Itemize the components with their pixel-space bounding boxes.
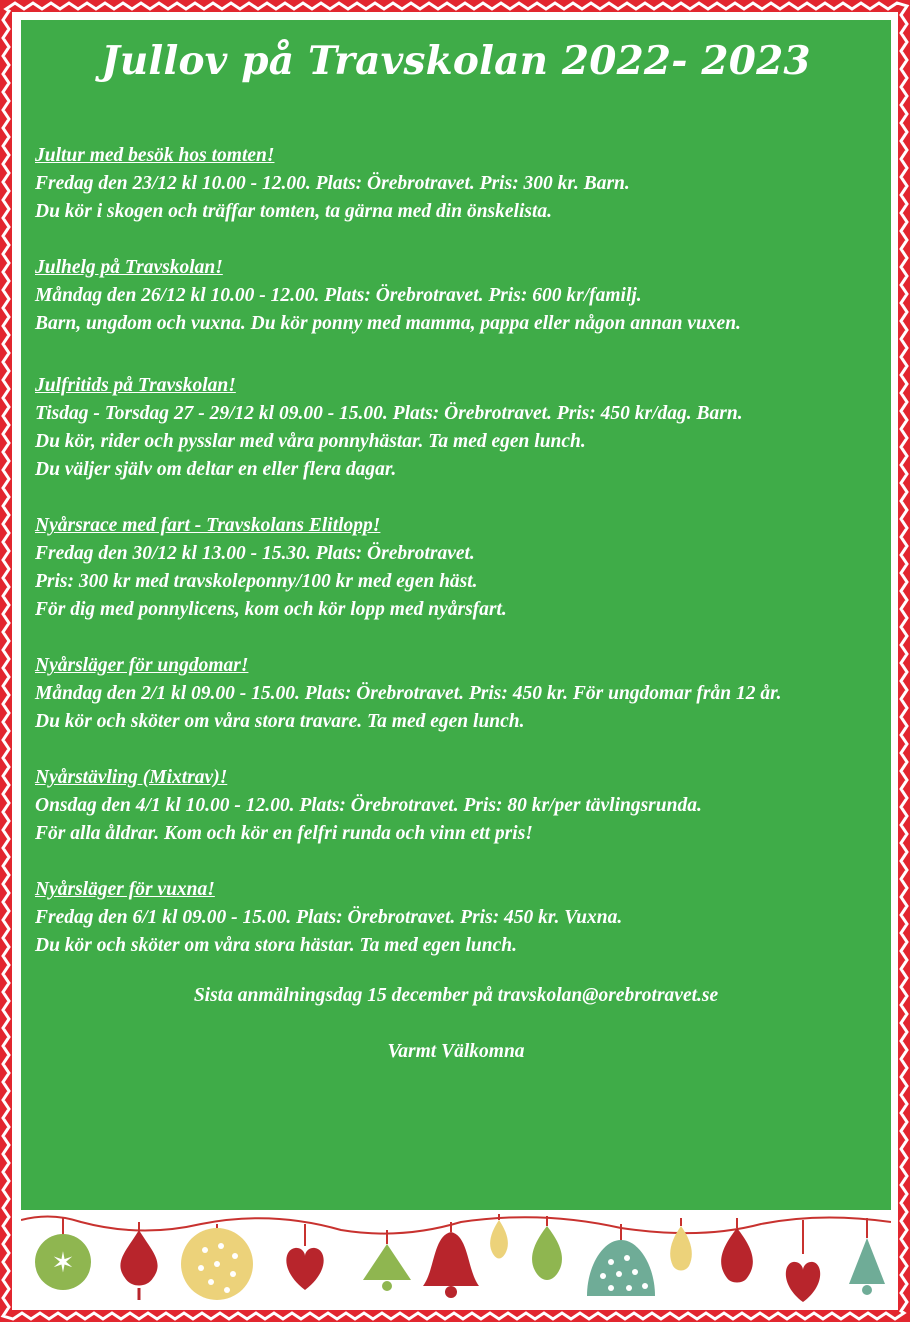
event-nyarslager-vuxna — [35, 876, 885, 960]
ornament-garland — [21, 1210, 891, 1305]
event-line: Du kör, rider och pysslar med våra ponnyhästar. Ta med egen lunch. — [35, 431, 586, 452]
svg-text:✶: ✶ — [51, 1246, 75, 1279]
event-line: Fredag den 6/1 kl 09.00 - 15.00. Plats: Örebrotravet. Pris: 450 kr. Vuxna. — [35, 907, 623, 928]
page-title: Jullov på Travskolan 2022- 2023 — [101, 38, 811, 84]
signup-deadline: Sista anmälningsdag 15 december på travskolan@orebrotravet.se — [193, 985, 719, 1006]
welcome-greeting: Varmt Välkomna — [387, 1041, 525, 1062]
dotted-teal-bauble-icon — [587, 1224, 655, 1296]
event-line: Barn, ungdom och vuxna. Du kör ponny med mamma, pappa eller någon annan vuxen. — [35, 313, 741, 334]
events-list — [35, 142, 885, 988]
event-nyarslager-ungdomar — [35, 652, 885, 736]
dotted-bauble-icon — [181, 1224, 253, 1300]
event-heading: Julhelg på Travskolan! — [35, 257, 223, 278]
event-line: Fredag den 23/12 kl 10.00 - 12.00. Plats: Örebrotravet. Pris: 300 kr. Barn. — [35, 173, 630, 194]
event-julfritids — [35, 372, 885, 484]
event-line: Fredag den 30/12 kl 13.00 - 15.30. Plats: Örebrotravet. — [35, 543, 475, 564]
event-nyarstavling — [35, 764, 885, 848]
event-jultur — [35, 142, 885, 226]
green-cone-ornament-icon — [363, 1230, 411, 1291]
event-line: Pris: 300 kr med travskoleponny/100 kr med egen häst. — [35, 571, 478, 592]
star-bauble-icon — [35, 1218, 91, 1290]
event-line: Måndag den 26/12 kl 10.00 - 12.00. Plats: Örebrotravet. Pris: 600 kr/familj. — [35, 285, 642, 306]
event-julhelg — [35, 254, 885, 338]
event-line: Du kör i skogen och träffar tomten, ta gärna med din önskelista. — [35, 201, 552, 222]
event-heading: Nyårsläger för ungdomar! — [35, 655, 249, 676]
event-nyarsrace — [35, 512, 885, 624]
event-heading: Nyårsläger för vuxna! — [35, 879, 215, 900]
event-heading: Jultur med besök hos tomten! — [35, 145, 275, 166]
event-heading: Nyårstävling (Mixtrav)! — [35, 767, 228, 788]
yellow-drop-ornament-icon — [490, 1214, 508, 1259]
green-drop-ornament-icon — [532, 1216, 562, 1280]
heart-ornament-icon — [786, 1220, 820, 1302]
garland-string — [21, 1216, 891, 1233]
event-line: Du kör och sköter om våra stora travare. Ta med egen lunch. — [35, 711, 525, 732]
event-line: För dig med ponnylicens, kom och kör lopp med nyårsfart. — [35, 599, 507, 620]
teal-cone-ornament-icon — [849, 1218, 885, 1295]
event-line: Onsdag den 4/1 kl 10.00 - 12.00. Plats: Örebrotravet. Pris: 80 kr/per tävlingsrunda. — [35, 795, 702, 816]
event-line: Du kör och sköter om våra stora hästar. Ta med egen lunch. — [35, 935, 517, 956]
event-line: Tisdag - Torsdag 27 - 29/12 kl 09.00 - 15.00. Plats: Örebrotravet. Pris: 450 kr/dag. Barn. — [35, 403, 743, 424]
green-panel — [21, 20, 891, 1210]
bell-icon — [423, 1222, 479, 1298]
event-heading: Julfritids på Travskolan! — [35, 375, 236, 396]
heart-ornament-icon — [286, 1224, 323, 1290]
event-line: För alla åldrar. Kom och kör en felfri runda och vinn ett pris! — [35, 823, 533, 844]
event-line: Måndag den 2/1 kl 09.00 - 15.00. Plats: Örebrotravet. Pris: 450 kr. För ungdomar från 12 år. — [35, 683, 782, 704]
event-heading: Nyårsrace med fart - Travskolans Elitlopp! — [35, 515, 381, 536]
yellow-drop-ornament-icon — [670, 1218, 692, 1271]
red-drop-ornament-icon — [120, 1222, 157, 1300]
event-line: Du väljer själv om deltar en eller flera dagar. — [35, 459, 397, 480]
